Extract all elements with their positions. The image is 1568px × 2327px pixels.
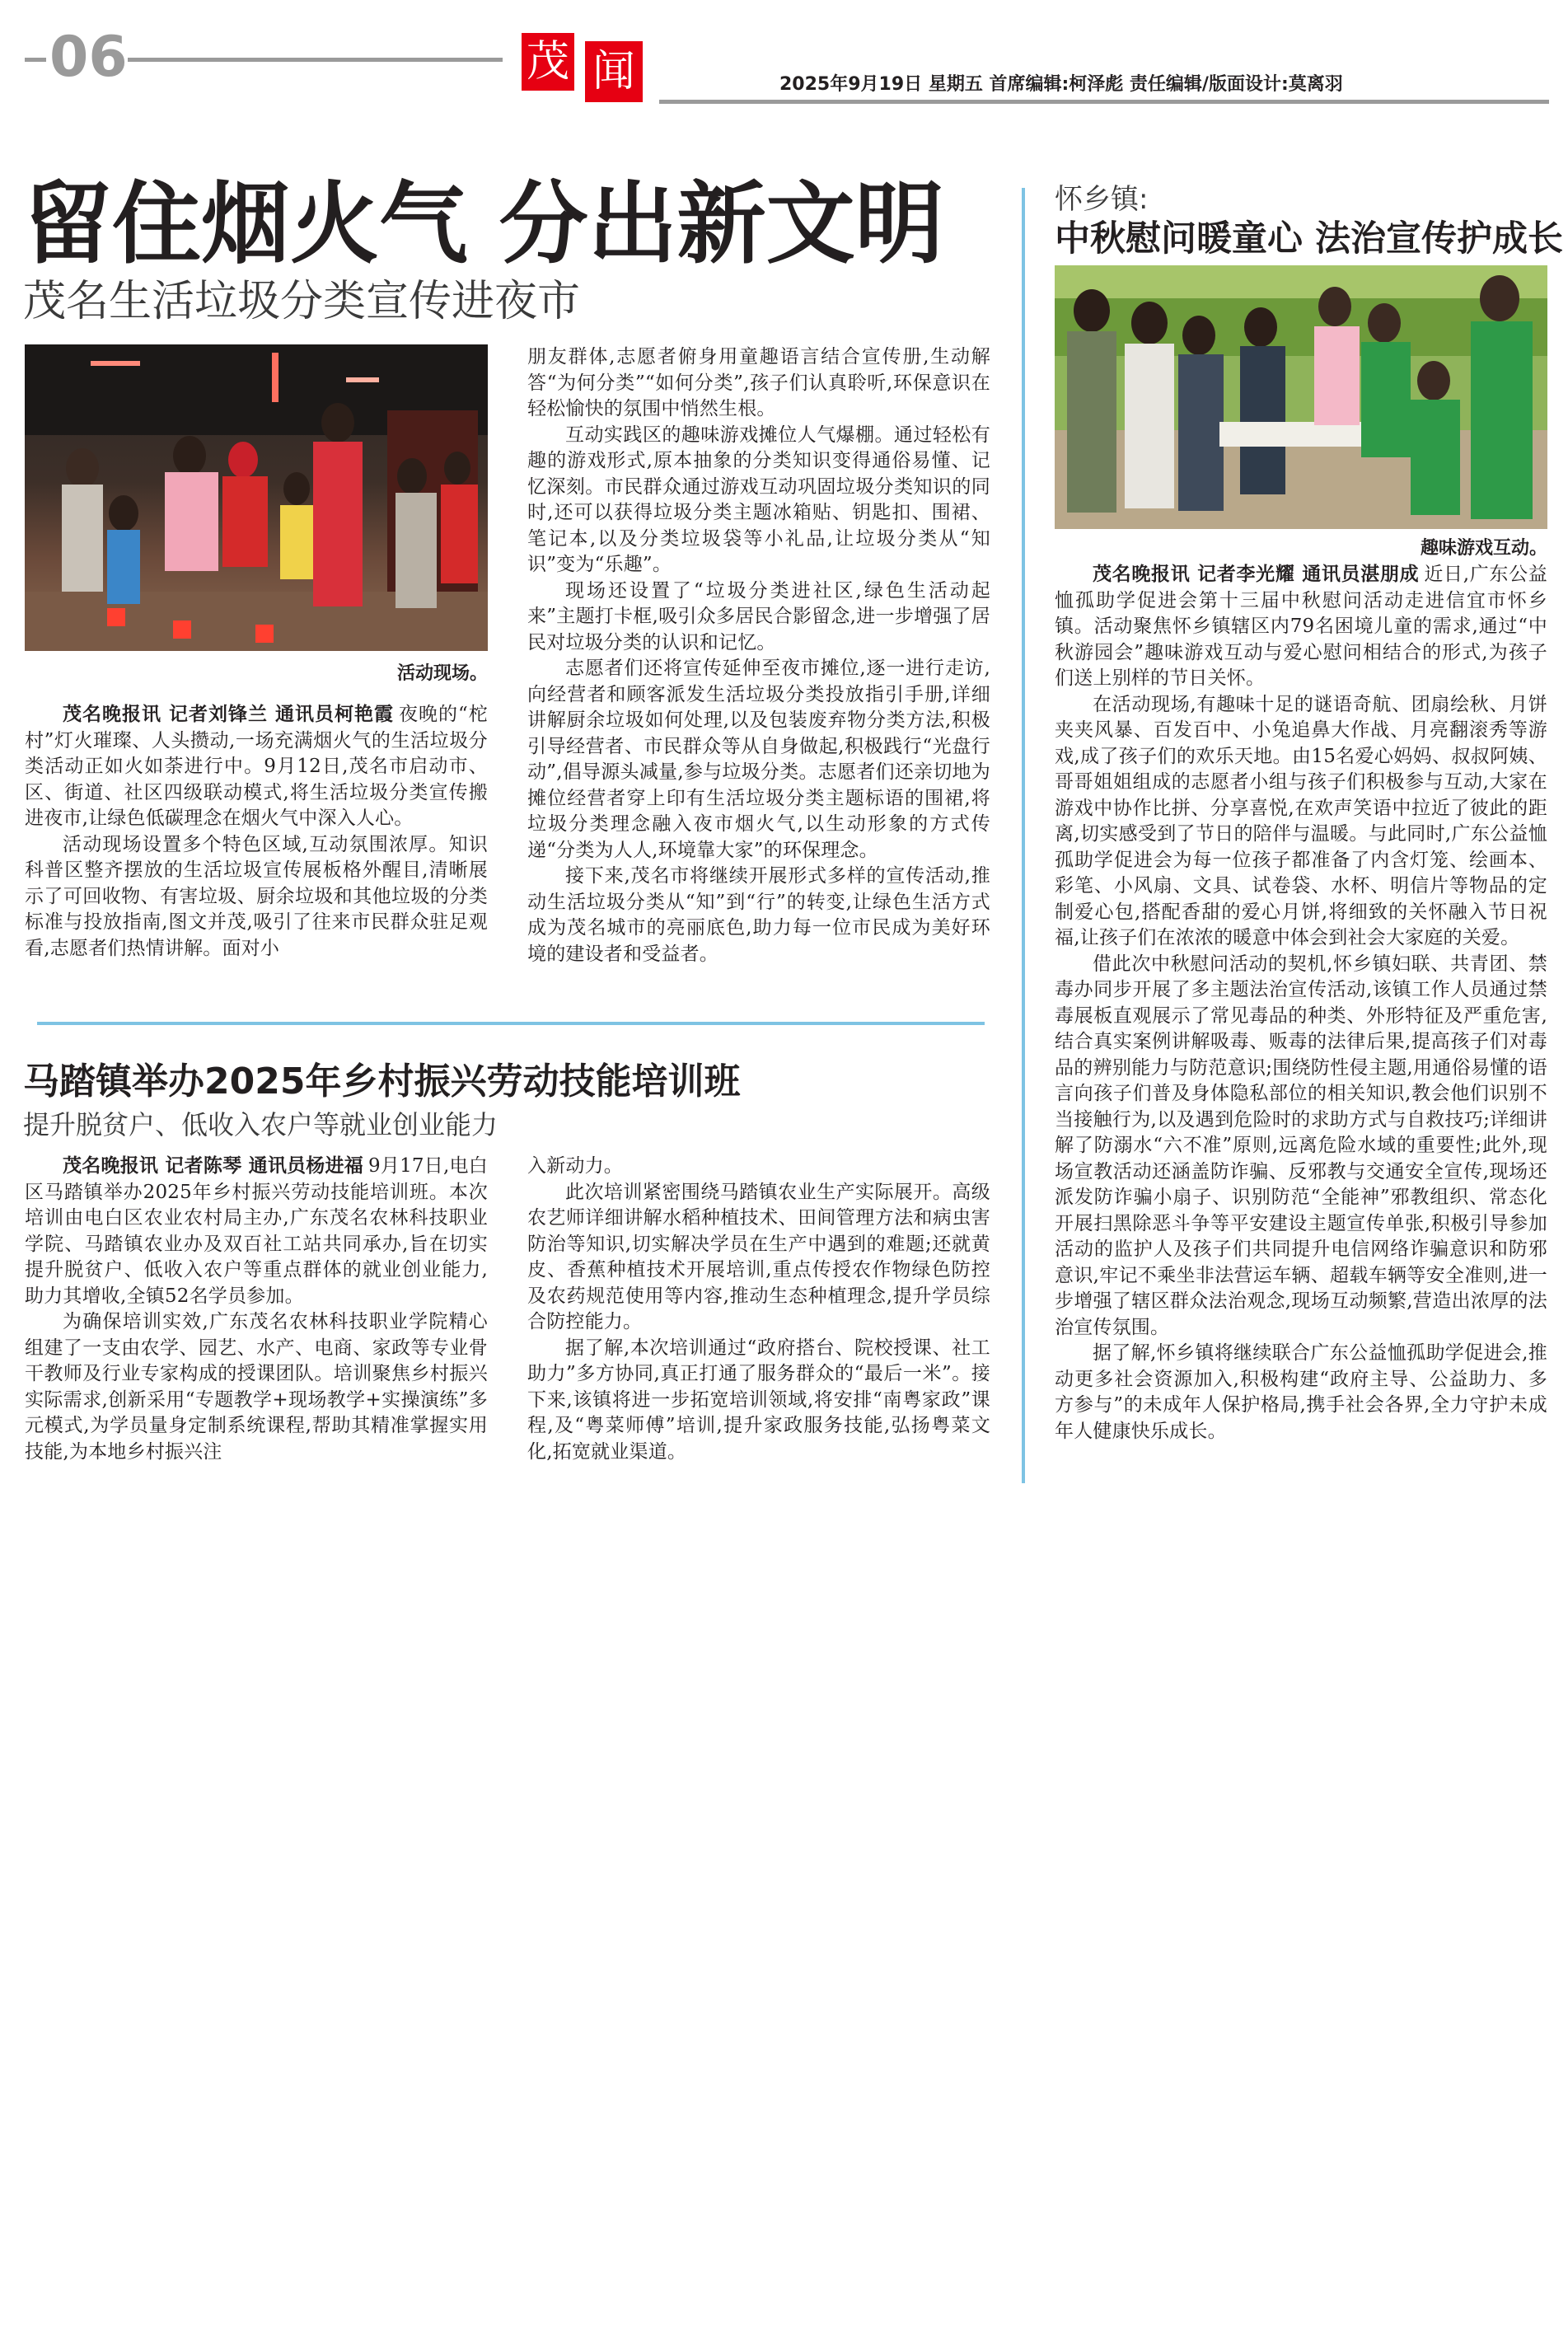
article2-paragraph: 入新动力。: [527, 1155, 623, 1177]
article2-column-2: [527, 1154, 990, 1465]
article1-headline: 留住烟火气 分出新文明: [23, 173, 944, 276]
children-game-scene: [1055, 265, 1547, 529]
article3-paragraph: 在活动现场,有趣味十足的谜语奇航、团扇绘秋、月饼夹夹风暴、百发百中、小兔追鼻大作战、月亮翻滚秀等游戏,成了孩子们的欢乐天地。由15名爱心妈妈、叔叔阿姨、哥哥姐姐组成的志愿者小组与孩子们积极参与互动,大家在游戏中协作比拼、分享喜悦,在欢声笑语中拉近了彼此的距离,切实感受到了节日的陪伴与温暖。与此同时,广东公益恤孤助学促进会为每一位孩子都准备了内含灯笼、绘画本、彩笔、小风扇、文具、试卷袋、水杯、明信片等物品的定制爱心包,搭配香甜的爱心月饼,将细致的关怀融入节日祝福,让孩子们在浓浓的暖意中体会到社会大家庭的关爱。: [1055, 693, 1547, 948]
article1-paragraph: 现场还设置了“垃圾分类进社区,绿色生活动起来”主题打卡框,吸引众多居民合影留念,进一步增强了居民对垃圾分类的认识和记忆。: [527, 579, 990, 653]
header-info-text: 2025年9月19日 星期五 首席编辑:柯泽彪 责任编辑/版面设计:莫离羽: [779, 74, 1343, 95]
article1-byline: 茂名晚报讯 记者刘锋兰 通讯员柯艳霞: [63, 704, 395, 725]
article3-photo-caption: 趣味游戏互动。: [1420, 538, 1547, 559]
article3-headline: 中秋慰问暖童心 法治宣传护成长: [1055, 218, 1563, 260]
article1-photo-caption: 活动现场。: [396, 663, 488, 684]
article2-byline: 茂名晚报讯 记者陈琴 通讯员杨进福: [63, 1155, 363, 1177]
article2-paragraph: 茂名晚报讯 记者陈琴 通讯员杨进福 9月17日,电白区马踏镇举办2025年乡村振兴劳动技能培训班。本次培训由电白区农业农村局主办,广东茂名农林科技职业学院、马踏镇农业办及双百社工站共同承办,旨在切实提升脱贫户、低收入农户等重点群体的就业创业能力,助力其增收,全镇52名学员参加。: [25, 1155, 488, 1307]
header-info-bar: [659, 73, 1549, 104]
article1-paragraph: 活动现场设置多个特色区域,互动氛围浓厚。知识科普区整齐摆放的生活垃圾宣传展板格外醒目,清晰展示了可回收物、有害垃圾、厨余垃圾和其他垃圾的分类标准与投放指南,图文并茂,吸引了往来市民群众驻足观看,志愿者们热情讲解。面对小: [25, 833, 488, 959]
article1-column-2: [527, 344, 990, 967]
article1-column-1: [25, 702, 488, 962]
section-logo-char-2: 闻: [585, 41, 643, 102]
article1-photo: [25, 344, 488, 651]
header-rule-left: [128, 58, 503, 62]
article2-subheadline: 提升脱贫户、低收入农户等就业创业能力: [23, 1109, 498, 1140]
article3-column: [1055, 562, 1547, 1444]
article2-column-1: [25, 1154, 488, 1465]
section-divider-horizontal: [37, 1022, 985, 1025]
section-divider-vertical: [1022, 188, 1025, 1483]
article1-paragraph: 茂名晚报讯 记者刘锋兰 通讯员柯艳霞 夜晚的“柁村”灯火璀璨、人头攒动,一场充满烟火气的生活垃圾分类活动正如火如荼进行中。9月12日,茂名市启动市、区、街道、社区四级联动模式,将生活垃圾分类宣传搬进夜市,让绿色低碳理念在烟火气中深入人心。: [25, 704, 488, 829]
article1-paragraph: 志愿者们还将宣传延伸至夜市摊位,逐一进行走访,向经营者和顾客派发生活垃圾分类投放指引手册,详细讲解厨余垃圾如何处理,以及包装废弃物分类方法,积极引导经营者、市民群众等从自身做起,积极践行“光盘行动”,倡导源头减量,参与垃圾分类。志愿者们还亲切地为摊位经营者穿上印有生活垃圾分类主题标语的围裙,将垃圾分类理念融入夜市烟火气,以生动形象的方式传递“分类为人人,环境靠大家”的环保理念。: [527, 658, 990, 861]
article3-paragraph: 茂名晚报讯 记者李光耀 通讯员湛朋成 近日,广东公益恤孤助学促进会第十三届中秋慰问活动走进信宜市怀乡镇。活动聚焦怀乡镇辖区内79名困境儿童的需求,通过“中秋游园会”趣味游戏互动与爱心慰问相结合的形式,为孩子们送上别样的节日关怀。: [1055, 564, 1547, 689]
section-logo-char-1: 茂: [522, 33, 574, 91]
page-number: 06: [49, 25, 128, 90]
article1-paragraph: 互动实践区的趣味游戏摊位人气爆棚。通过轻松有趣的游戏形式,原本抽象的分类知识变得通俗易懂、记忆深刻。市民群众通过游戏互动巩固垃圾分类知识的同时,还可以获得垃圾分类主题冰箱贴、钥匙扣、围裙、笔记本,以及分类垃圾袋等小礼品,让垃圾分类从“知识”变为“乐趣”。: [527, 424, 990, 575]
article1-paragraph: 朋友群体,志愿者俯身用童趣语言结合宣传册,生动解答“为何分类”“如何分类”,孩子们认真聆听,环保意识在轻松愉快的氛围中悄然生根。: [527, 346, 990, 419]
article2-paragraph: 据了解,本次培训通过“政府搭台、院校授课、社工助力”多方协同,真正打通了服务群众的“最后一米”。接下来,该镇将进一步拓宽培训领域,将安排“南粤家政”课程,及“粤菜师傅”培训,提升家政服务技能,弘扬粤菜文化,拓宽就业渠道。: [527, 1337, 990, 1463]
article1-subheadline: 茂名生活垃圾分类宣传进夜市: [23, 277, 581, 326]
article3-paragraph: 借此次中秋慰问活动的契机,怀乡镇妇联、共青团、禁毒办同步开展了多主题法治宣传活动,该镇工作人员通过禁毒展板直观展示了常见毒品的种类、外形特征及严重危害,结合真实案例讲解吸毒、贩毒的法律后果,提高孩子们对毒品的辨别能力与防范意识;围绕防性侵主题,用通俗易懂的语言向孩子们普及身体隐私部位的相关知识,教会他们识别不当接触行为,以及遇到危险时的求助方式与自救技巧;详细讲解了防溺水“六不准”原则,远离危险水域的重要性;此外,现场宣教活动还涵盖防诈骗、反邪教与交通安全宣传,现场还派发防诈骗小扇子、识别防范“全能神”邪教组织、常态化开展扫黑除恶斗争等平安建设主题宣传单张,积极引导参加活动的监护人及孩子们共同提升电信网络诈骗意识和防邪意识,牢记不乘坐非法营运车辆、超载车辆等安全准则,进一步增强了辖区群众法治观念,现场互动频繁,营造出浓厚的法治宣传氛围。: [1055, 953, 1547, 1338]
article2-paragraph: 为确保培训实效,广东茂名农林科技职业学院精心组建了一支由农学、园艺、水产、电商、家政等专业骨干教师及行业专家构成的授课团队。培训聚焦乡村振兴实际需求,创新采用“专题教学+现场教学+实操演练”多元模式,为学员量身定制系统课程,帮助其精准掌握实用技能,为本地乡村振兴注: [25, 1311, 488, 1463]
article3-kicker: 怀乡镇:: [1055, 183, 1149, 216]
article3-photo: [1055, 265, 1547, 529]
page-number-dash: [25, 58, 46, 62]
page-header: [0, 0, 1568, 103]
night-market-scene: [25, 344, 488, 651]
article1-paragraph: 接下来,茂名市将继续开展形式多样的宣传活动,推动生活垃圾分类从“知”到“行”的转变,让绿色生活方式成为茂名城市的亮丽底色,助力每一位市民成为美好环境的建设者和受益者。: [527, 865, 990, 965]
article2-headline: 马踏镇举办2025年乡村振兴劳动技能培训班: [23, 1060, 741, 1103]
article3-byline: 茂名晚报讯 记者李光耀 通讯员湛朋成: [1093, 564, 1420, 585]
article2-paragraph: 此次培训紧密围绕马踏镇农业生产实际展开。高级农艺师详细讲解水稻种植技术、田间管理方法和病虫害防治等知识,切实解决学员在生产中遇到的难题;还就黄皮、香蕉种植技术开展培训,重点传授农作物绿色防控及农药规范使用等内容,推动生态种植理念,提升学员综合防控能力。: [527, 1181, 990, 1332]
article3-paragraph: 据了解,怀乡镇将继续联合广东公益恤孤助学促进会,推动更多社会资源加入,积极构建“政府主导、公益助力、多方参与”的未成年人保护格局,携手社会各界,全力守护未成年人健康快乐成长。: [1055, 1342, 1547, 1442]
